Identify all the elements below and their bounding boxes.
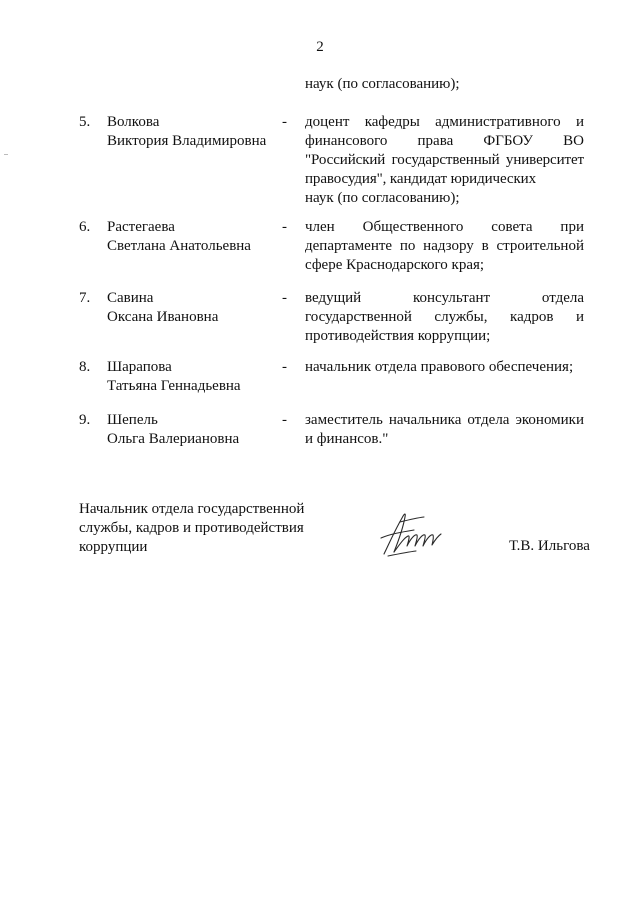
position-line: службы, кадров и противодействия xyxy=(79,520,304,536)
role-line: государственной службы, кадров и xyxy=(305,309,584,325)
margin-mark xyxy=(4,154,8,155)
member-role xyxy=(305,218,584,275)
member-given-names: Оксана Ивановна xyxy=(107,309,219,325)
member-given-names: Ольга Валериановна xyxy=(107,431,240,447)
role-line: доцент кафедры административного и xyxy=(305,114,584,130)
dash-separator: - xyxy=(282,219,287,235)
member-surname: Растегаева xyxy=(107,219,175,235)
role-line: финансового права ФГБОУ ВО xyxy=(305,133,584,149)
member-name xyxy=(107,218,251,256)
role-line: "Российский государственный университет правосудия", кандидат юридических xyxy=(305,152,584,187)
member-surname: Шепель xyxy=(107,412,158,428)
dash-separator: - xyxy=(282,359,287,375)
member-name xyxy=(107,358,241,396)
item-number: 7. xyxy=(79,290,91,306)
signatory-position xyxy=(79,500,304,557)
item-number: 8. xyxy=(79,359,91,375)
member-name xyxy=(107,113,266,151)
member-surname: Шарапова xyxy=(107,359,172,375)
member-given-names: Светлана Анатольевна xyxy=(107,238,251,254)
page-number: 2 xyxy=(316,39,324,55)
role-line: противодействия коррупции; xyxy=(305,328,491,344)
role-line: сфере Краснодарского края; xyxy=(305,257,485,273)
item-number: 6. xyxy=(79,219,91,235)
dash-separator: - xyxy=(282,412,287,428)
role-line: наук (по согласованию); xyxy=(305,190,460,206)
item-number: 9. xyxy=(79,412,91,428)
member-name xyxy=(107,411,239,449)
member-given-names: Татьяна Геннадьевна xyxy=(107,378,241,394)
role-line: ведущий консультант отдела xyxy=(305,290,584,306)
dash-separator: - xyxy=(282,290,287,306)
member-role xyxy=(305,411,584,449)
signatory-name: Т.В. Ильгова xyxy=(509,538,590,554)
member-role xyxy=(305,289,584,346)
item-number: 5. xyxy=(79,114,91,130)
role-line: и финансов." xyxy=(305,431,389,447)
member-role xyxy=(305,113,584,208)
position-line: Начальник отдела государственной xyxy=(79,501,305,517)
role-line: заместитель начальника отдела экономики xyxy=(305,412,584,428)
role-line: начальник отдела правового обеспечения; xyxy=(305,359,574,375)
continuation-text: наук (по согласованию); xyxy=(305,76,460,92)
position-line: коррупции xyxy=(79,539,148,555)
member-given-names: Виктория Владимировна xyxy=(107,133,267,149)
member-name xyxy=(107,289,218,327)
role-line: член Общественного совета при xyxy=(305,219,584,235)
dash-separator: - xyxy=(282,114,287,130)
member-surname: Савина xyxy=(107,290,154,306)
member-surname: Волкова xyxy=(107,114,160,130)
role-line: департаменте по надзору в строительной xyxy=(305,238,584,254)
member-role xyxy=(305,358,584,377)
handwritten-signature xyxy=(378,508,444,560)
